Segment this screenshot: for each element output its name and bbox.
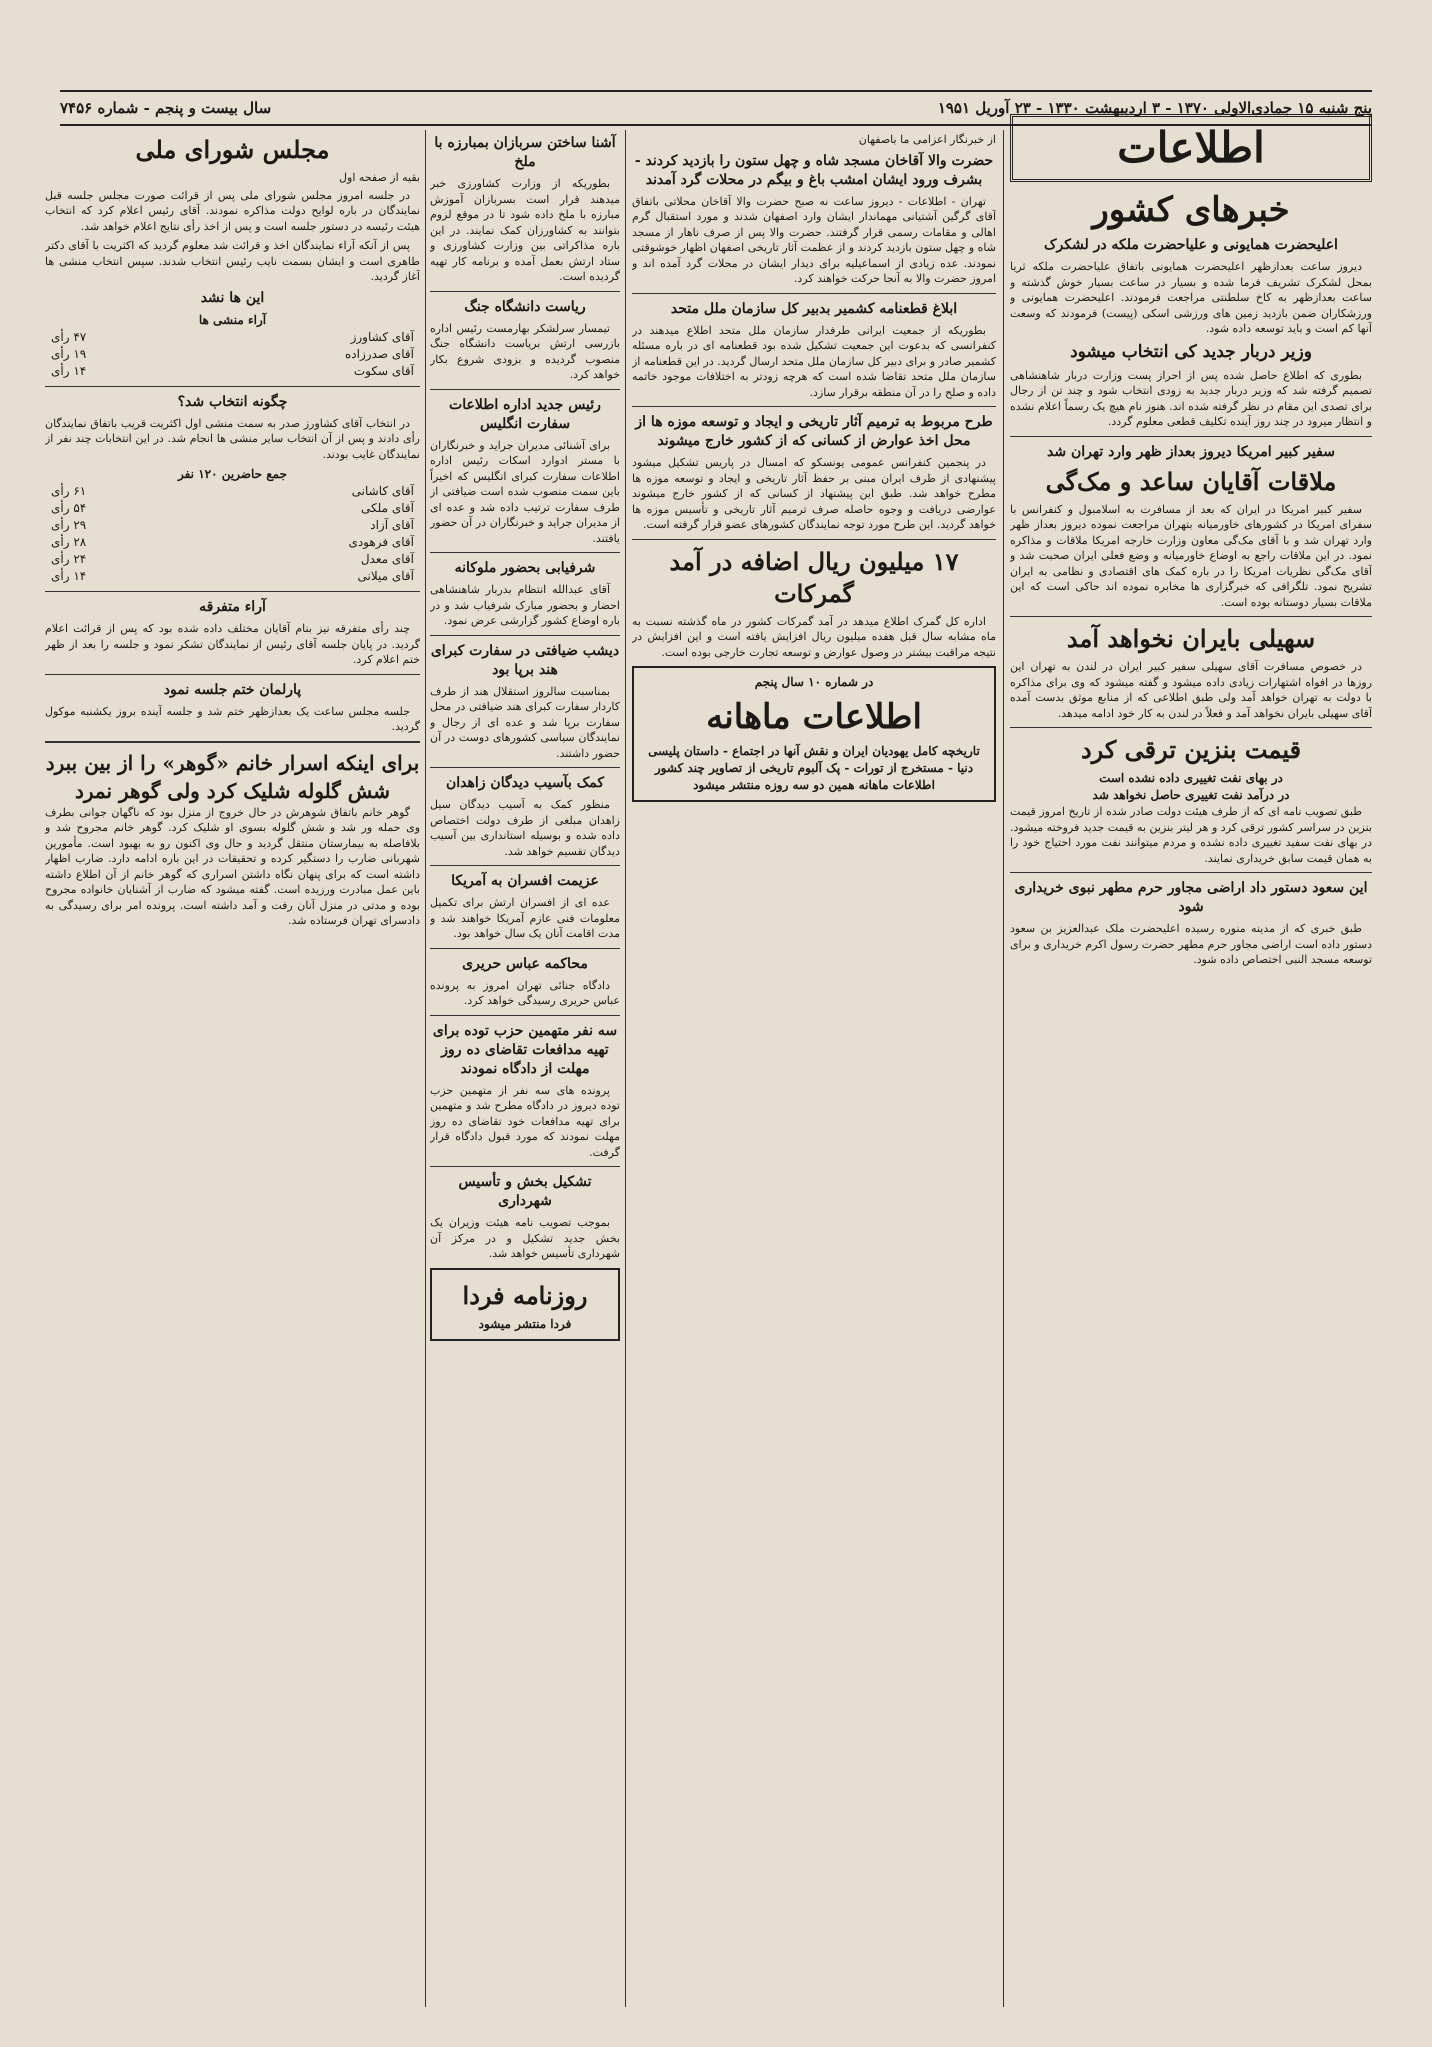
- vote-name: آقای صدرزاده: [345, 346, 414, 361]
- divider: [45, 674, 420, 675]
- divider: [632, 539, 996, 540]
- newspaper-logo: اطلاعات: [1010, 114, 1372, 182]
- vote-count: ۱۴ رأی: [51, 363, 87, 378]
- article-body: اداره کل گمرک اطلاع میدهد در آمد گمرکات کشور در ماه گذشته نسبت به ماه مشابه سال قبل هفده میلیون ریال افزایش یافته است و این افزایش در نتیجه مراقبت بیشتر در وصول عوارض و توسعه تجارت خارجی بوده است.: [632, 614, 996, 659]
- headline: کمک بآسیب دیدگان زاهدان: [445, 775, 605, 791]
- article-body: بطوری که اطلاع حاصل شده پس از احراز پست وزارت دربار شاهنشاهی تصمیم گرفته شد که وزیر دربار جدید به زودی انتخاب شود و چند تن از رجال برای تصدی این مقام در نظر گرفته شده اند. هنوز نام هیچ یک رسماً اعلام نشده و انتظار میرود در چند روز آینده تکلیف قطعی معلوم گردد.: [1010, 368, 1372, 428]
- vote-name: آقای معدل: [360, 552, 414, 566]
- divider: [1010, 436, 1372, 437]
- byline: از خبرنگار اعزامی ما باصفهان: [858, 133, 996, 146]
- headline: سه نفر متهمین حزب توده برای تهیه مدافعات تقاضای ده روز مهلت از دادگاه نمودند: [432, 1022, 618, 1077]
- article-body: تهران - اطلاعات - دیروز ساعت نه صبح حضرت والا آقاخان محلاتی باتفاق آقای گرگین آشتیانی مهماندار ایشان وارد اصفهان شدند و مورد استقبال گرم اهالی و مقامات رسمی قرار گرفتند. حضرت والا پس از صرف ناهار از مسجد شاه و چهل ستون بازدید کردند و از عظمت آثار تاریخی اصفهان اظهار خوشوقتی نمودند. عده زیادی از اسماعیلیه برای دیدار ایشان در محلات گرد آمده اند و امروز حضرت والا به آنجا حرکت خواهند کرد.: [632, 194, 996, 285]
- column-1: [1010, 110, 1372, 2022]
- vote-count: ۲۴ رأی: [51, 552, 87, 566]
- divider: [430, 389, 620, 390]
- article-body: چند رأی متفرقه نیز بنام آقایان مختلف داده شده بود که پس از قرائت اعلام گردید. در پایان جلسه آقای رئیس از نمایندگان تشکر نمود و جلسه را بعد از ظهر ختم اعلام کرد.: [45, 622, 420, 666]
- article-body: پرونده های سه نفر از متهمین حزب توده دیروز در دادگاه مطرح شد و متهمین برای تهیه مدافعات خود تقاضای ده روز مهلت نمودند که مورد قبول دادگاه قرار گرفت.: [430, 1083, 620, 1159]
- article-body: گوهر خانم باتفاق شوهرش در حال خروج از منزل بود که ناگهان جوانی بطرف وی حمله ور شد و شش گلوله بسوی او شلیک کرد. گوهر خانم مجروح شد و بلافاصله به بیمارستان منتقل گردید و حال وی اکنون رو به بهبود است. مأمورین شهربانی ضارب را دستگیر کرده و تحقیقات در این باره ادامه دارد. ضارب اظهار داشته است که برای پنهان نگاه داشتن اسراری که گوهر خانم از آن اطلاع داشته باین عمل مبادرت ورزیده است. گفته میشود که ضارب از آشنایان خانواده مجروح بوده و مدتی در منزل آنان رفت و آمد داشته است. پرونده امر برای رسیدگی به دادسرای تهران فرستاده شد.: [45, 805, 420, 927]
- article-body: طبق تصویب نامه ای که از طرف هیئت دولت صادر شده از تاریخ امروز قیمت بنزین در سراسر کشور ترقی کرد و هر لیتر بنزین به قیمت جدید فروخته میشود. در بهای نفت سفید تغییری داده نشده و مردم میتوانند نفت مورد احتیاج خود را به همان قیمت سابق خریداری نمایند.: [1010, 805, 1372, 865]
- vote-row: [45, 534, 420, 551]
- vote-row: [45, 346, 420, 363]
- divider: [632, 406, 996, 407]
- article-body: برای آشنائی مدیران جراید و خبرنگاران با مستر ادوارد اسکات رئیس اداره اطلاعات سفارت کبرای انگلیس که اخیراً باین سمت منصوب شده است ضیافتی از طرف سفارت ترتیب داده شد و عده ای از مدیران جراید و خبرنگاران در آن حضور یافتند.: [430, 438, 620, 545]
- vote-count: ۲۸ رأی: [51, 535, 87, 549]
- article-body: تیمسار سرلشکر بهارمست رئیس اداره بازرسی ارتش بریاست دانشگاه جنگ منصوب گردیده و بزودی شروع بکار خواهد کرد.: [430, 321, 620, 381]
- vote-name: آقای کاشانی: [351, 484, 414, 498]
- divider: [45, 741, 420, 743]
- votes-title: جمع حاضرین ۱۲۰ نفر: [177, 467, 288, 481]
- column-3: [430, 130, 620, 2022]
- advertisement-box: [632, 666, 996, 802]
- article-body: سفیر کبیر امریکا در ایران که بعد از مسافرت به اسلامبول و کنفرانس با سفرای امریکا در کشورهای خاورمیانه بتهران مراجعت نموده دیروز بعداز ظهر وارد تهران شد و با آقای مک‌گی معاون وزارت خارجه امریکا ملاقات و مذاکره نمود. در این ملاقات راجع به اوضاع خاورمیانه و وضع فعلی ایران صحبت شد و آقای مک‌گی نظریات امریکا را در باره کمک های اقتصادی و نظامی به ایران تشریح نمود. تلگرافی که خبرگزاری ها مخابره نموده اند حاکی است که این ملاقات بسیار دوستانه بوده است.: [1010, 502, 1372, 609]
- vote-row: [45, 517, 420, 534]
- article-body: در پنجمین کنفرانس عمومی یونسکو که امسال در پاریس تشکیل میشود پیشنهادی از طرف ایران مبنی بر حفظ آثار تاریخی و ایجاد و توسعه موزه ها مطرح خواهد شد. طبق این پیشنهاد از کسانی که از کشور خارج میشوند عوارضی دریافت و وجوه حاصله صرف ترمیم آثار تاریخی و تأسیس موزه ها خواهد گردید. این طرح مورد توجه نمایندگان کشورهای عضو قرار گرفته است.: [632, 456, 996, 531]
- headline: این سعود دستور داد اراضی مجاور حرم مطهر نبوی خریداری شود: [1014, 880, 1368, 915]
- vote-count: ۴۷ رأی: [51, 329, 87, 344]
- article-body: بطوریکه از وزارت کشاورزی خبر میدهند قرار است بسربازان آموزش مبارزه با ملخ داده شود تا در موقع لزوم بتوانند به کشاورزان کمک نمایند. در این باره مذاکراتی بین وزارت کشاورزی و ستاد ارتش بعمل آمده و برنامه کار تهیه گردیده است.: [430, 177, 620, 283]
- article-body: در جلسه امروز مجلس شورای ملی پس از قرائت صورت مجلس جلسه قبل نمایندگان در باره لوایح دولت مذاکره نمودند. آقای رئیس اعلام کرد که انتخاب هیئت رئیسه در دستور جلسه است و پس از اخذ رأی نتایج اعلام خواهد شد.: [45, 188, 420, 233]
- vote-row: [45, 483, 420, 500]
- notice-box: [430, 1268, 620, 1341]
- masthead-top-rule: [60, 90, 1372, 92]
- vote-count: ۲۹ رأی: [51, 518, 87, 532]
- headline: چگونه انتخاب شد؟: [177, 393, 288, 410]
- vote-row: [45, 329, 420, 346]
- headline: اعلیحضرت همایونی و علیاحضرت ملکه در لشکرک: [1044, 237, 1338, 253]
- column-4: [45, 130, 420, 2022]
- headline: ریاست دانشگاه جنگ: [464, 298, 586, 315]
- votes-list: [45, 329, 420, 380]
- headline: آشنا ساختن سربازان بمبارزه با ملخ: [434, 135, 616, 170]
- ad-title: اطلاعات ماهانه: [706, 697, 922, 737]
- headline: تشکیل بخش و تأسیس شهرداری: [458, 1174, 592, 1209]
- headline: آراء متفرقه: [199, 599, 266, 615]
- vote-name: آقای فرهودی: [348, 535, 414, 549]
- ad-body: تاریخچه کامل یهودیان ایران و نقش آنها در اجتماع - داستان پلیسی دنیا - مستخرج از تورات - پک آلبوم تاریخی از تصاویر چند کشور: [648, 744, 980, 775]
- headline: عزیمت افسران به آمریکا: [451, 873, 599, 889]
- divider: [430, 1015, 620, 1016]
- vote-name: آقای ملکی: [361, 501, 414, 515]
- headline: سهیلی بایران نخواهد آمد: [1066, 624, 1316, 653]
- article-body: دادگاه جنائی تهران امروز به پرونده عباس حریری رسیدگی خواهد کرد.: [430, 978, 620, 1007]
- headline: قیمت بنزین ترقی کرد: [1080, 735, 1302, 764]
- article-body: عده ای از افسران ارتش برای تکمیل معلومات فنی عازم آمریکا خواهند شد و مدت اقامت آنان یک سال خواهد بود.: [430, 896, 620, 940]
- headline: ملاقات آقایان ساعد و مک‌گی: [1045, 466, 1337, 496]
- ad-header: در شماره ۱۰ سال پنجم: [754, 675, 874, 689]
- article-body: در خصوص مسافرت آقای سهیلی سفیر کبیر ایران در لندن به تهران این روزها در افواه اشتهارات زیادی داده میشود و گفته میشود که وی برای مذاکره با دولت به تهران خواهد آمد ولی طبق اطلاعی که از منابع موثق بدست آمده آقای سهیلی بایران نخواهد آمد و فعلاً در لندن به کار خود ادامه میدهد.: [1010, 660, 1372, 720]
- vote-name: آقای میلانی: [357, 569, 414, 583]
- article-body: آقای عبدالله انتظام بدربار شاهنشاهی احضار و بحضور مبارک شرفیاب شد و در باره اوضاع کشور گزارشی عرض نمود.: [430, 583, 620, 627]
- headline: پارلمان ختم جلسه نمود: [163, 681, 302, 698]
- divider: [430, 948, 620, 949]
- divider: [45, 591, 420, 592]
- divider: [430, 865, 620, 866]
- subheadline: در بهای نفت تغییری داده نشده است: [1099, 771, 1283, 785]
- headline: برای اینکه اسرار خانم «گوهر» را از بین ببرد شش گلوله شلیک کرد ولی گوهر نمرد: [45, 750, 420, 803]
- headline: شرفیابی بحضور ملوکانه: [454, 560, 596, 576]
- vote-count: ۵۴ رأی: [51, 501, 87, 515]
- headline: این ها نشد: [200, 289, 265, 306]
- headline: حضرت والا آقاخان مسجد شاه و چهل ستون را بازدید کردند - بشرف ورود ایشان امشب باغ و بیگم در محلات گرد آمدند: [634, 152, 994, 188]
- article-body: جلسه مجلس ساعت یک بعدازظهر ختم شد و جلسه آینده بروز یکشنبه موکول گردید.: [45, 704, 420, 733]
- vote-count: ۱۹ رأی: [51, 346, 87, 361]
- divider: [430, 291, 620, 292]
- vote-row: [45, 363, 420, 380]
- vote-row: [45, 568, 420, 585]
- continuation-note: بقیه از صفحه اول: [339, 171, 420, 184]
- headline: طرح مربوط به ترمیم آثار تاریخی و ایجاد و توسعه موزه ها از محل اخذ عوارض از کسانی که از کشور خارج میشوند: [635, 414, 993, 449]
- headline: مجلس شورای ملی: [135, 135, 330, 164]
- column-rule: [625, 130, 626, 2007]
- headline: رئیس جدید اداره اطلاعات سفارت انگلیس: [449, 396, 601, 432]
- divider: [45, 386, 420, 387]
- column-rule: [1003, 130, 1004, 2007]
- vote-count: ۶۱ رأی: [51, 484, 87, 498]
- headline: وزیر دربار جدید کی انتخاب میشود: [1070, 341, 1312, 362]
- column-rule: [425, 130, 426, 2007]
- vote-row: [45, 500, 420, 517]
- headline: محاکمه عباس حریری: [462, 955, 588, 972]
- notice-sub: فردا منتشر میشود: [478, 1316, 572, 1331]
- votes-title: آراء منشی ها: [198, 312, 267, 327]
- article-body: دیروز ساعت بعدازظهر اعلیحضرت همایونی باتفاق علیاحضرت ملکه ثریا بمحل لشکرک تشریف فرما شده و بسیار در ساعت بسیار خوش گذشته و ساعت بعدازظهر به کاخ سلطنتی مراجعت فرمودند. اعلیحضرت همایونی و ورزشکاران ضمن بازدید زمین های ورزشی اسکی (پیست) فرمودند که وسعت آنها کم است و باید توسعه داده شود.: [1010, 260, 1372, 335]
- headline: دیشب ضیافتی در سفارت کبرای هند برپا بود: [430, 642, 620, 678]
- divider: [430, 635, 620, 636]
- vote-name: آقای کشاورز: [350, 329, 414, 344]
- divider: [430, 767, 620, 768]
- notice-title: روزنامه فردا: [462, 1280, 588, 1310]
- vote-row: [45, 551, 420, 568]
- issue-number: سال بیست و پنجم - شماره ۷۴۵۶: [60, 99, 272, 117]
- column-2: [632, 130, 996, 2022]
- article-body: منظور کمک به آسیب دیدگان سیل زاهدان مبلغی از طرف دولت اختصاص داده شده و بوسیله استانداری بین آسیب دیدگان تقسیم خواهد شد.: [430, 798, 620, 858]
- divider: [632, 293, 996, 294]
- votes-list: [45, 483, 420, 585]
- article-body: پس از آنکه آراء نمایندگان اخذ و قرائت شد معلوم گردید که اکثریت با آقای دکتر طاهری است و ایشان بسمت نایب رئیس انتخاب شدند. سپس انتخاب منشی ها آغاز گردید.: [45, 239, 420, 283]
- divider: [430, 1166, 620, 1167]
- article-body: در انتخاب آقای کشاورز صدر به سمت منشی اول اکثریت قریب باتفاق نمایندگان رأی دادند و پس از آن انتخاب سایر منشی ها انجام شد. در این انتخابات چند نفر از نمایندگان غایب بودند.: [45, 416, 420, 461]
- headline: ابلاغ قطعنامه کشمیر بدبیر کل سازمان ملل متحد: [670, 300, 958, 317]
- divider: [1010, 727, 1372, 728]
- section-title: خبرهای کشور: [1092, 190, 1290, 230]
- article-body: طبق خبری که از مدینه منوره رسیده اعلیحضرت ملک عبدالعزیز بن سعود دستور داده است اراضی مجاور حرم مطهر حضرت رسول اکرم خریداری و برای توسعه مسجد النبی اختصاص داده شود.: [1010, 922, 1372, 966]
- headline: ۱۷ میلیون ریال اضافه در آمد گمرکات: [669, 546, 959, 608]
- article-body: بموجب تصویب نامه هیئت وزیران یک بخش جدید تشکیل و در مرکز آن شهرداری تأسیس خواهد شد.: [430, 1216, 620, 1260]
- vote-count: ۱۴ رأی: [51, 569, 87, 583]
- article-body: بطوریکه از جمعیت ایرانی طرفدار سازمان ملل متحد اطلاع میدهند در کنفرانسی که بدعوت این جمعیت تشکیل شده بود قطعنامه ای در باره مسئله کشمیر صادر و برای دبیر کل سازمان ملل متحد ارسال گردید. در این قطعنامه از سازمان ملل متحد تقاضا شده است که هرچه زودتر به اختلافات موجود خاتمه داده و صلح را در آن منطقه برقرار سازد.: [632, 323, 996, 399]
- ad-footer: اطلاعات ماهانه همین دو سه روزه منتشر میشود: [693, 778, 935, 792]
- vote-name: آقای آزاد: [370, 518, 414, 532]
- headline: سفیر کبیر امریکا دیروز بعداز ظهر وارد تهران شد: [1047, 443, 1335, 460]
- subheadline: در درآمد نفت تغییری حاصل نخواهد شد: [1092, 788, 1290, 802]
- article-body: بمناسبت سالروز استقلال هند از طرف کاردار سفارت کبرای هند ضیافتی در محل سفارت برپا شد و عده ای از رجال و نمایندگان سیاسی کشورهای دوست در آن حضور داشتند.: [430, 684, 620, 760]
- divider: [1010, 616, 1372, 617]
- divider: [1010, 872, 1372, 873]
- vote-name: آقای سکوت: [353, 363, 414, 378]
- divider: [430, 552, 620, 553]
- dateline: پنج شنبه ۱۵ جمادی‌الاولی ۱۳۷۰ - ۳ اردیبهشت ۱۳۳۰ - ۲۳ آوریل ۱۹۵۱: [937, 99, 1372, 117]
